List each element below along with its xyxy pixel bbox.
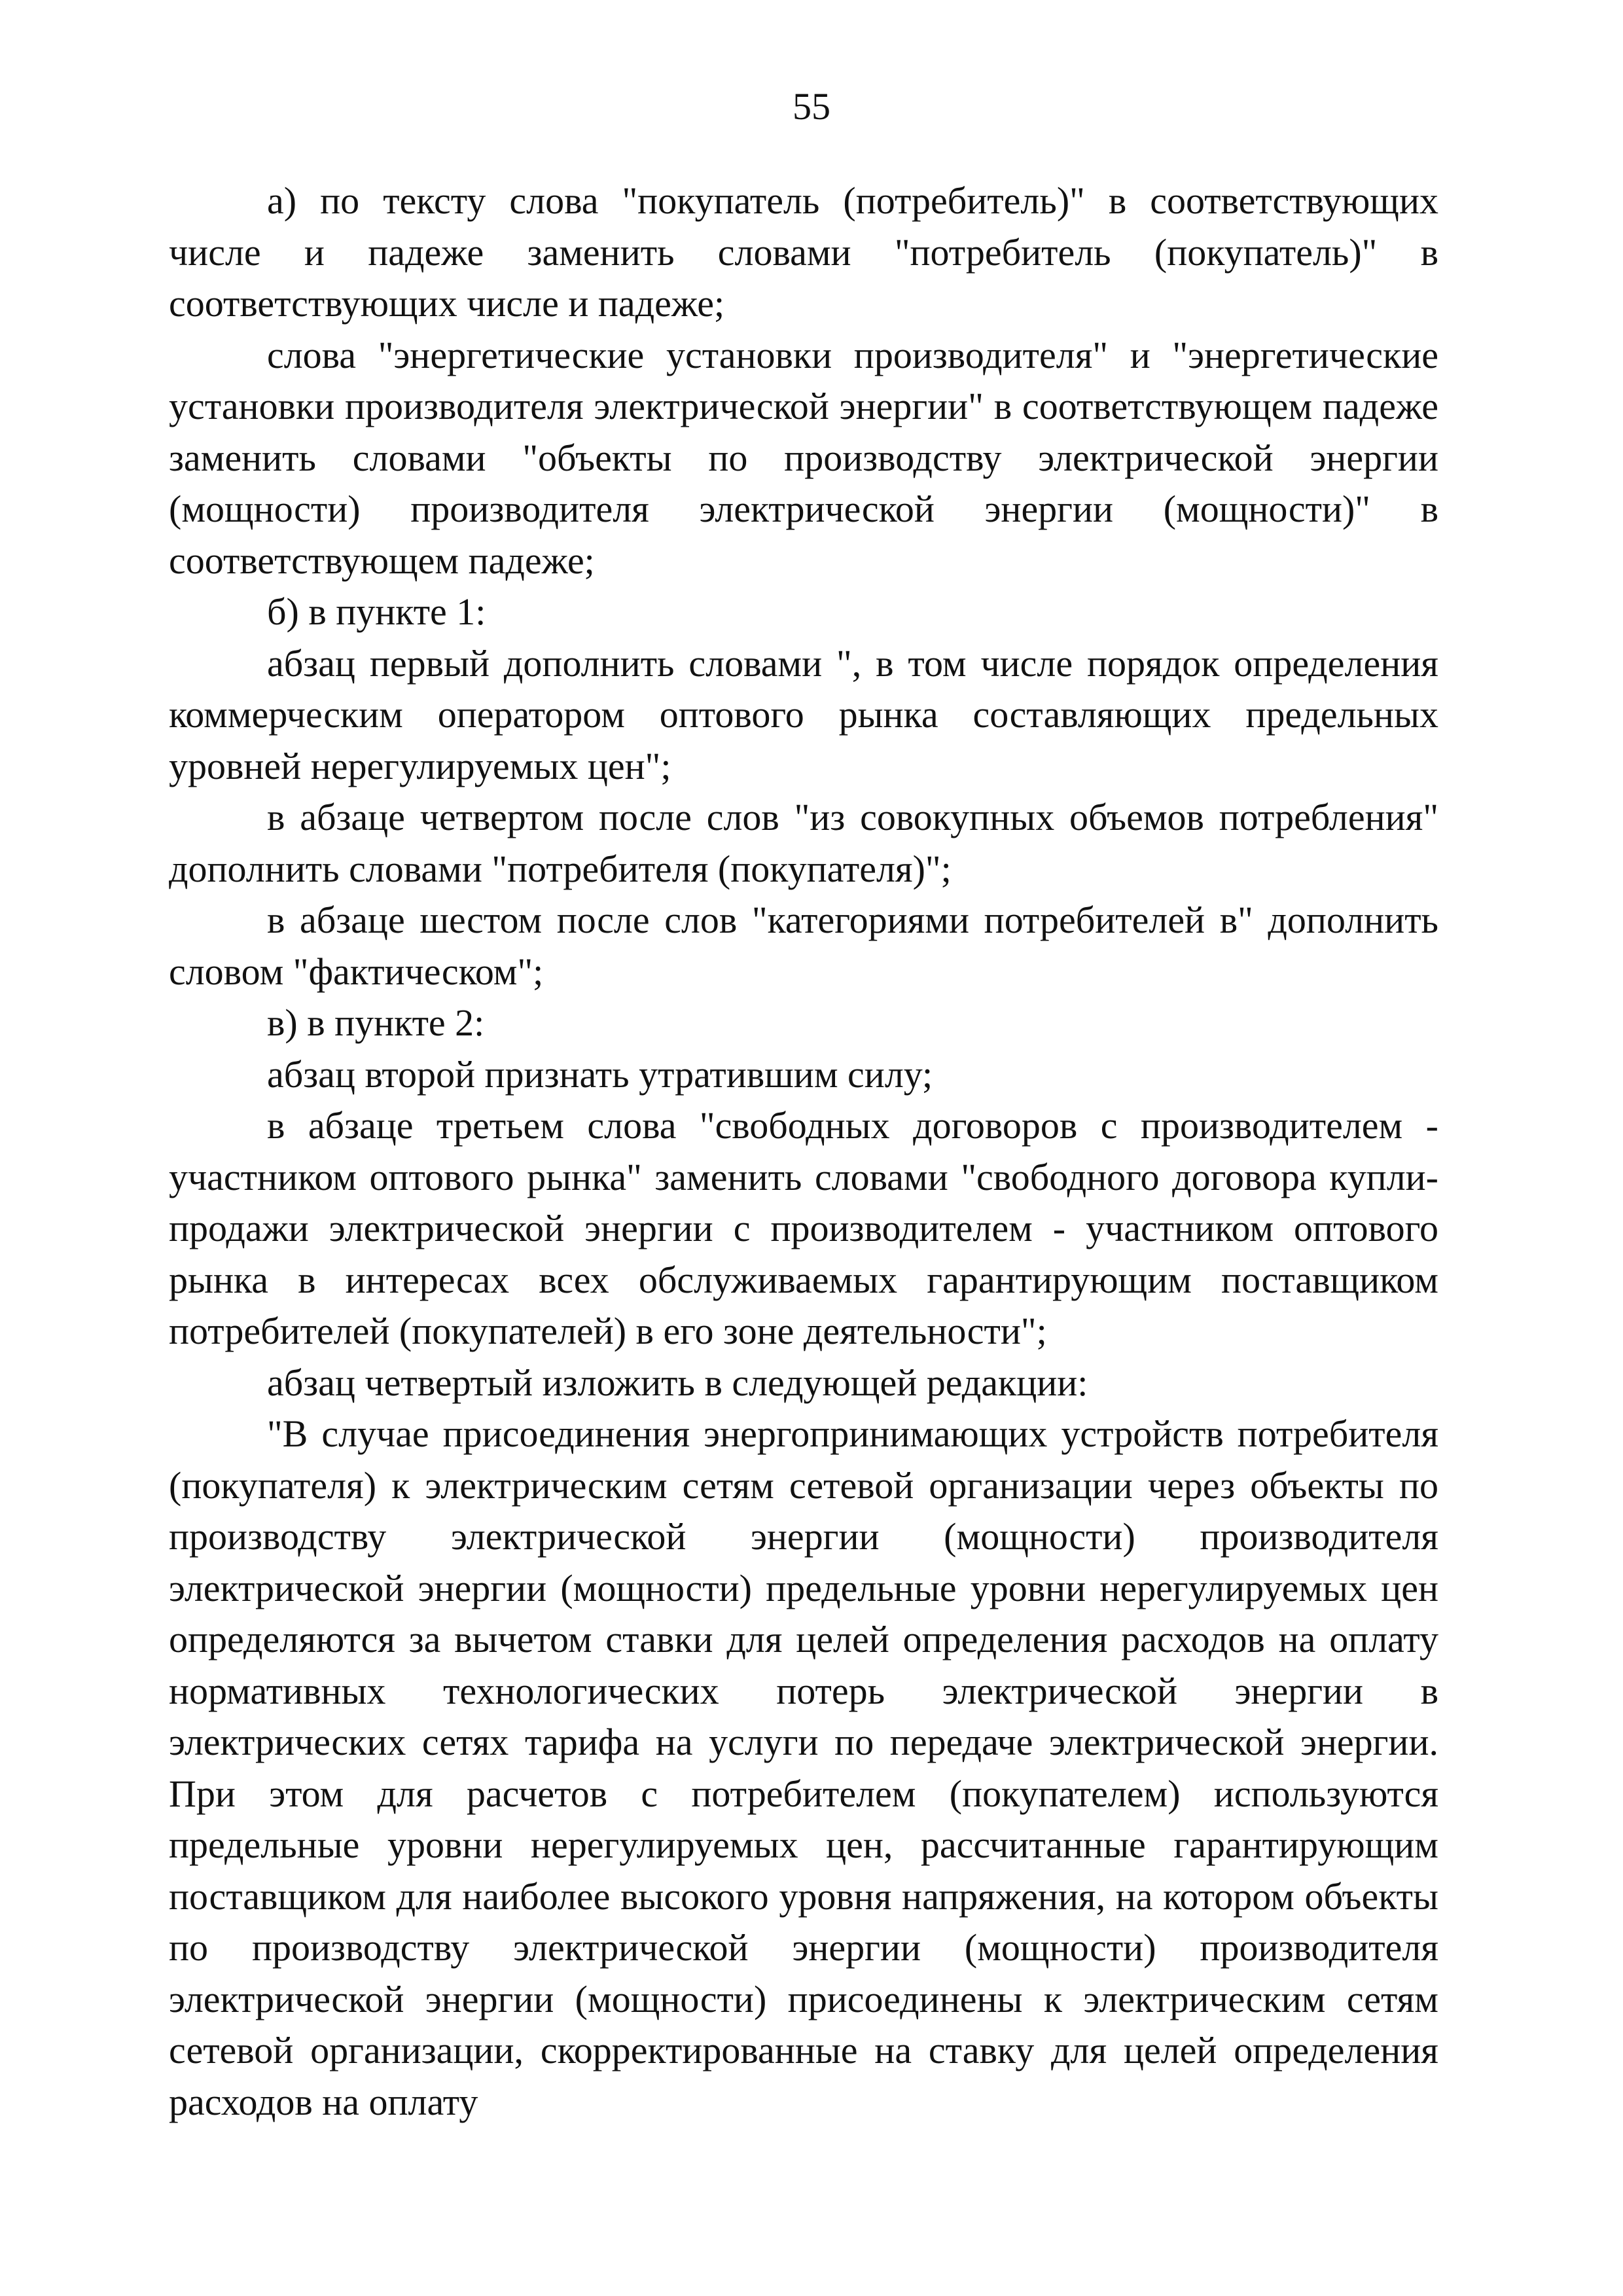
- paragraph-b-point-1: б) в пункте 1:: [267, 590, 486, 633]
- page-number: 55: [793, 85, 830, 128]
- paragraph-fourth-paragraph-addition: в абзаце четвертом после слов "из совокупных объемов потребления" дополнить словами "потребителя (покупателя)";: [169, 796, 1438, 890]
- paragraph-third-paragraph-replace: в абзаце третьем слова "свободных договоров с производителем - участником оптового рынка" заменить словами "свободного договора купли-продажи электрической энергии с производителем - участником оптового рынка в интересах всех обслуживаемых гарантирующим поставщиком потребителей (покупателей) в его зоне деятельности";: [169, 1104, 1438, 1352]
- paragraph-new-wording: "В случае присоединения энергопринимающих устройств потребителя (покупателя) к электрическим сетям сетевой организации через объекты по производству электрической энергии (мощности) производителя электрической энергии (мощности) предельные уровни нерегулируемых цен определяются за вычетом ставки для целей определения расходов на оплату нормативных технологических потерь электрической энергии в электрических сетях тарифа на услуги по передаче электрической энергии. При этом для расчетов с потребителем (покупателем) используются предельные уровни нерегулируемых цен, рассчитанные гарантирующим поставщиком для наиболее высокого уровня напряжения, на котором объекты по производству электрической энергии (мощности) производителя электрической энергии (мощности) присоединены к электрическим сетям сетевой организации, скорректированные на ставку для целей определения расходов на оплату: [169, 1412, 1438, 2123]
- paragraph-c-point-2: в) в пункте 2:: [267, 1001, 485, 1044]
- paragraph-replace-energy-installations: слова "энергетические установки производителя" и "энергетические установки производителя электрической энергии" в соответствующем падеже заменить словами "объекты по производству электрической энергии (мощности) производителя электрической энергии (мощности)" в соответствующем падеже;: [169, 333, 1438, 582]
- paragraph-sixth-paragraph-addition: в абзаце шестом после слов "категориями потребителей в" дополнить словом "фактическом";: [169, 899, 1438, 993]
- document-body: [169, 175, 1438, 2128]
- paragraph-first-paragraph-addition: абзац первый дополнить словами ", в том числе порядок определения коммерческим оператором оптового рынка составляющих предельных уровней нерегулируемых цен";: [169, 641, 1438, 787]
- paragraph-fourth-paragraph-restate: абзац четвертый изложить в следующей редакции:: [267, 1361, 1088, 1404]
- paragraph-second-paragraph-void: абзац второй признать утратившим силу;: [267, 1052, 933, 1096]
- paragraph-a-replace-words: а) по тексту слова "покупатель (потребитель)" в соответствующих числе и падеже заменить словами "потребитель (покупатель)" в соответствующих числе и падеже;: [169, 179, 1438, 325]
